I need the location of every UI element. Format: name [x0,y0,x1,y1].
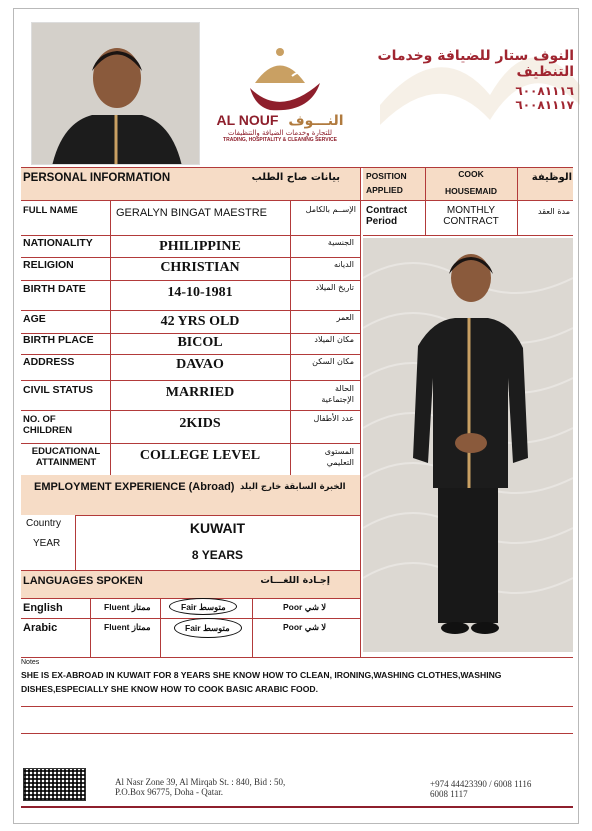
divider [252,598,253,657]
divider [21,280,360,281]
employment-title: EMPLOYMENT EXPERIENCE (Abroad) [34,481,235,493]
children-label: NO. OF CHILDREN [23,414,73,436]
divider [21,257,360,258]
full-name-value: GERALYN BINGAT MAESTRE [116,207,267,219]
logo-subtitle-ar: للتجارة وخدمات الضيافة والتنظيفات [227,129,333,137]
address-value: DAVAO [176,357,224,372]
footer-phone-1: +974 44423390 / 6008 1116 [430,779,532,789]
civil-status-label: CIVIL STATUS [23,384,94,396]
arabic-poor: Poor لا شي [283,622,327,632]
position-label: POSITION APPLIED [366,171,407,195]
position-label-ar: الوظيفة [531,172,572,183]
full-name-label-ar: الإســم بالكامل [305,205,356,214]
logo-name-en: AL NOUF [216,112,279,128]
divider [290,200,291,475]
address-label-ar: مكان السكن [312,357,354,366]
civil-status-label-ar: الحالة الإجتماعية [321,384,354,404]
children-label-ar: عدد الأطفال [313,414,354,423]
footer-line [21,806,573,808]
footer-address-1: Al Nasr Zone 39, Al Mirqab St. : 840, Bid : 50, [115,777,286,787]
religion-value: CHRISTIAN [160,260,240,275]
footer-address-2: P.O.Box 96775, Doha - Qatar. [115,787,223,797]
language-english: English [23,602,63,614]
logo-subtitle-en: TRADING, HOSPITALITY & CLEANING SERVICE [223,137,337,143]
divider [21,706,573,707]
company-phone-2: ٦٠٠٨١١١٧ [515,98,574,112]
children-value: 2KIDS [179,416,221,431]
birth-date-value: 14-10-1981 [167,285,233,300]
divider [21,310,360,311]
nationality-value: PHILIPPINE [159,239,241,254]
nationality-label-ar: الجنسية [327,238,354,247]
age-value: 42 YRS OLD [160,314,240,329]
education-label-ar: المستوى التعليمي [324,447,354,467]
company-name-ar: النوف ستار للضيافة وخدمات التنظيف [377,48,574,80]
languages-title: LANGUAGES SPOKEN [23,575,143,587]
years-value: 8 YEARS [191,548,244,562]
birth-place-label-ar: مكان الميلاد [314,335,354,344]
employment-title-ar: الخبرة السابقة خارج البلد [240,482,346,492]
notes-label: Notes [21,659,40,666]
company-phone-1: ٦٠٠٨١١١٦ [515,84,574,98]
birth-date-label-ar: تاريخ الميلاد [315,283,354,292]
full-name-label: FULL NAME [23,205,78,216]
footer-phone-2: 6008 1117 [430,789,468,799]
divider [21,380,360,381]
civil-status-value: MARRIED [165,385,235,400]
english-poor: Poor لا شي [283,602,327,612]
divider [517,167,518,235]
arabic-fair: Fair متوسط [185,623,230,633]
education-value: COLLEGE LEVEL [139,448,261,463]
age-label: AGE [23,313,46,325]
education-label: EDUCATIONAL ATTAINMENT [31,446,101,468]
english-fair: Fair متوسط [181,602,226,612]
birth-place-label: BIRTH PLACE [23,334,94,346]
divider [21,443,360,444]
position-value: COOK HOUSEMAID [445,169,497,196]
applicant-photo-full [363,238,573,652]
logo-text [210,112,350,143]
divider [90,598,91,657]
country-value: KUWAIT [189,520,246,536]
religion-label: RELIGION [23,259,74,271]
nationality-label: NATIONALITY [23,237,93,249]
logo-name-ar: النـــوف [288,113,344,129]
contract-period-label-ar: مدة العقد [538,207,570,216]
language-arabic: Arabic [23,622,58,634]
personal-info-title: PERSONAL INFORMATION [23,172,171,184]
country-label: Country [26,518,62,529]
birth-place-value: BICOL [177,335,223,350]
notes-text: SHE IS EX-ABROAD IN KUWAIT FOR 8 YEARS SHE KNOW HOW TO CLEAN, IRONING,WASHING CLOTHES,WASHING DISHES,ESPECIALLY SHE KNOW HOW TO COOK BASIC ARABIC FOOD. [21,670,502,694]
divider [360,167,361,657]
divider [160,598,161,657]
birth-date-label: BIRTH DATE [23,283,86,295]
personal-info-title-ar: بيانات صاح الطلب [251,172,340,183]
company-header-ar [372,48,574,112]
religion-label-ar: الديانه [333,260,354,269]
divider [21,410,360,411]
arabic-fluent: Fluent ممتاز [104,622,151,632]
divider [21,354,360,355]
address-label: ADDRESS [23,356,75,368]
english-fluent: Fluent ممتاز [104,602,151,612]
divider [21,200,573,201]
divider [21,167,573,168]
qr-code [23,768,86,801]
divider [21,235,360,236]
divider [21,570,360,571]
languages-title-ar: إجـادة اللغـــات [260,575,330,586]
divider [363,235,573,236]
divider [21,657,573,658]
applicant-photo-portrait [31,22,200,165]
age-label-ar: العمر [336,313,354,322]
contract-period-label: Contract Period [366,205,408,227]
contract-period-value: MONTHLY CONTRACT [443,205,499,227]
divider [21,733,573,734]
year-label: YEAR [33,538,61,549]
